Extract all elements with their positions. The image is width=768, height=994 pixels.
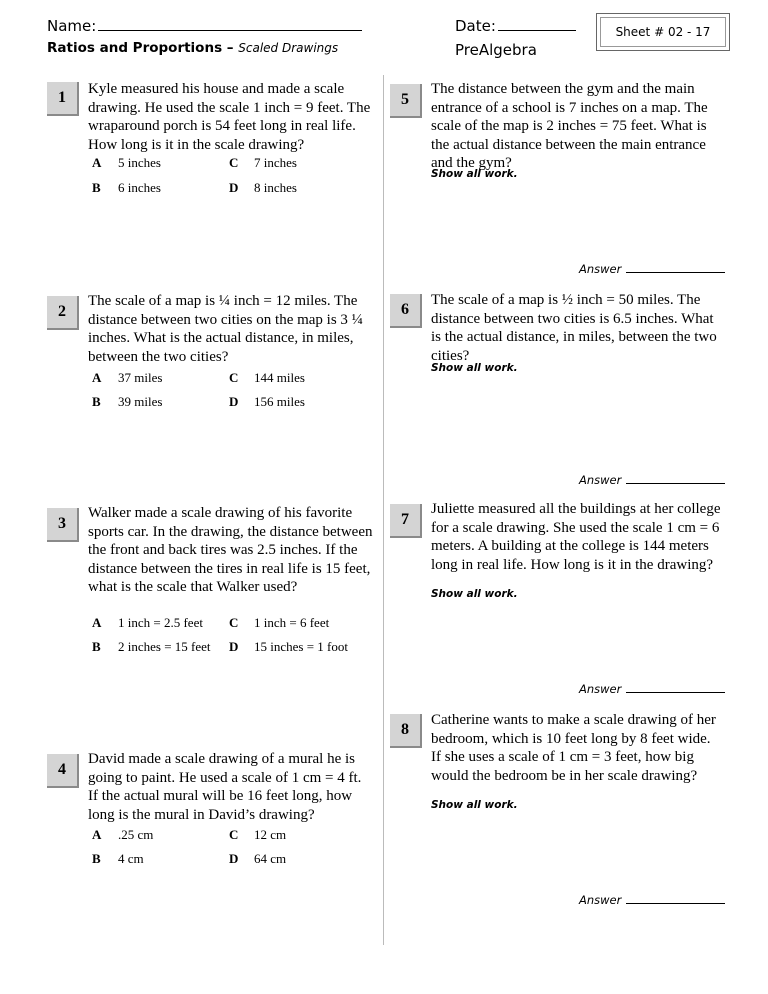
date-field[interactable]: [455, 16, 576, 35]
title-text: Ratios and Proportions –: [47, 40, 234, 56]
question-number-badge: 1: [47, 82, 79, 116]
choice-text[interactable]: 1 inch = 6 feet: [254, 615, 330, 630]
choice-text[interactable]: 4 cm: [118, 851, 144, 866]
choice-text[interactable]: .25 cm: [118, 827, 154, 842]
question-8-text: Catherine wants to make a scale drawing of her bedroom, which is 10 feet long by 8 feet wide. If she uses a scale of 1 cm = 3 feet, how big would the bedroom be in her scale drawing?: [431, 712, 716, 784]
choice-text[interactable]: 15 inches = 1 foot: [254, 639, 348, 654]
question-2-text: The scale of a map is ¼ inch = 12 miles. The distance between two cities on the map is 3 ¼ inches. What is the actual distance, in miles, between the two cities?: [88, 293, 363, 365]
question-7-text: Juliette measured all the buildings at her college for a scale drawing. She used the scale 1 cm = 6 meters. A building at the college is 144 meters long in real life. How long is it in the drawing?: [431, 501, 721, 573]
answer-blank-line[interactable]: [626, 681, 725, 693]
question-3-text: Walker made a scale drawing of his favorite sports car. In the drawing, the distance between the front and back tires was 2.5 inches. If the distance between the tires in real life is 15 feet, what is the scale that Walker used?: [88, 505, 373, 595]
choice-letter: C: [229, 615, 239, 630]
choice-letter: B: [92, 394, 101, 409]
question-6-text: The scale of a map is ½ inch = 50 miles. The distance between two cities is 6.5 inches. What is the actual distance, in miles, between the two cities?: [431, 292, 717, 364]
question-number-badge: 4: [47, 754, 79, 788]
question-number-badge: 8: [390, 714, 422, 748]
choice-letter: C: [229, 827, 239, 842]
answer-field[interactable]: [579, 261, 725, 276]
choice-letter: D: [229, 180, 239, 195]
question-4-text: David made a scale drawing of a mural he is going to paint. He used a scale of 1 cm = 4 ft. If the actual mural will be 16 feet long, how long is the mural in David’s drawing?: [88, 751, 362, 823]
column-divider: [383, 75, 384, 945]
choice-text[interactable]: 2 inches = 15 feet: [118, 639, 211, 654]
choice-letter: D: [229, 851, 239, 866]
choice-text[interactable]: 12 cm: [254, 827, 287, 842]
choice-text[interactable]: 7 inches: [254, 155, 297, 170]
choice-letter: B: [92, 851, 101, 866]
course-name: PreAlgebra: [455, 41, 537, 59]
choice-text[interactable]: 144 miles: [254, 370, 305, 385]
choice-letter: C: [229, 370, 239, 385]
show-work-label: Show all work.: [431, 168, 518, 180]
answer-label: Answer: [579, 893, 622, 907]
choice-text[interactable]: 5 inches: [118, 155, 161, 170]
choice-letter: D: [229, 394, 239, 409]
choice-text[interactable]: 8 inches: [254, 180, 297, 195]
choice-letter: A: [92, 155, 102, 170]
sheet-number-box: [596, 13, 730, 51]
choice-text[interactable]: 6 inches: [118, 180, 161, 195]
choice-letter: A: [92, 370, 102, 385]
show-work-label: Show all work.: [431, 362, 518, 374]
answer-blank-line[interactable]: [626, 261, 725, 273]
question-1-text: Kyle measured his house and made a scale drawing. He used the scale 1 inch = 9 feet. The wraparound porch is 54 feet long in real life. How long is it in the scale drawing?: [88, 81, 371, 153]
question-number-badge: 5: [390, 84, 422, 118]
choice-letter: C: [229, 155, 239, 170]
show-work-label: Show all work.: [431, 588, 518, 600]
sheet-number: Sheet # 02 - 17: [615, 25, 711, 39]
answer-field[interactable]: [579, 472, 725, 487]
choice-text[interactable]: 1 inch = 2.5 feet: [118, 615, 203, 630]
answer-blank-line[interactable]: [626, 892, 725, 904]
answer-label: Answer: [579, 262, 622, 276]
answer-label: Answer: [579, 473, 622, 487]
question-number-badge: 7: [390, 504, 422, 538]
choice-letter: A: [92, 827, 102, 842]
question-number-badge: 6: [390, 294, 422, 328]
date-label: Date:: [455, 17, 496, 35]
answer-blank-line[interactable]: [626, 472, 725, 484]
choice-text[interactable]: 37 miles: [118, 370, 163, 385]
topic-text: Scaled Drawings: [238, 41, 339, 55]
answer-field[interactable]: [579, 892, 725, 907]
question-number-badge: 2: [47, 296, 79, 330]
choice-letter: B: [92, 180, 101, 195]
choice-letter: B: [92, 639, 101, 654]
name-label: Name:: [47, 17, 97, 35]
show-work-label: Show all work.: [431, 799, 518, 811]
choice-letter: A: [92, 615, 102, 630]
choice-text[interactable]: 64 cm: [254, 851, 287, 866]
question-5-text: The distance between the gym and the main entrance of a school is 7 inches on a map. The scale of the map is 2 inches = 75 feet. What is the actual distance between the main entrance and the gym?: [431, 81, 708, 171]
choice-text[interactable]: 156 miles: [254, 394, 305, 409]
worksheet-title: [47, 40, 338, 56]
name-field[interactable]: [47, 16, 362, 35]
name-blank-line[interactable]: [98, 16, 362, 31]
choice-text[interactable]: 39 miles: [118, 394, 163, 409]
question-number-badge: 3: [47, 508, 79, 542]
answer-field[interactable]: [579, 681, 725, 696]
answer-label: Answer: [579, 682, 622, 696]
date-blank-line[interactable]: [498, 16, 576, 31]
choice-letter: D: [229, 639, 239, 654]
